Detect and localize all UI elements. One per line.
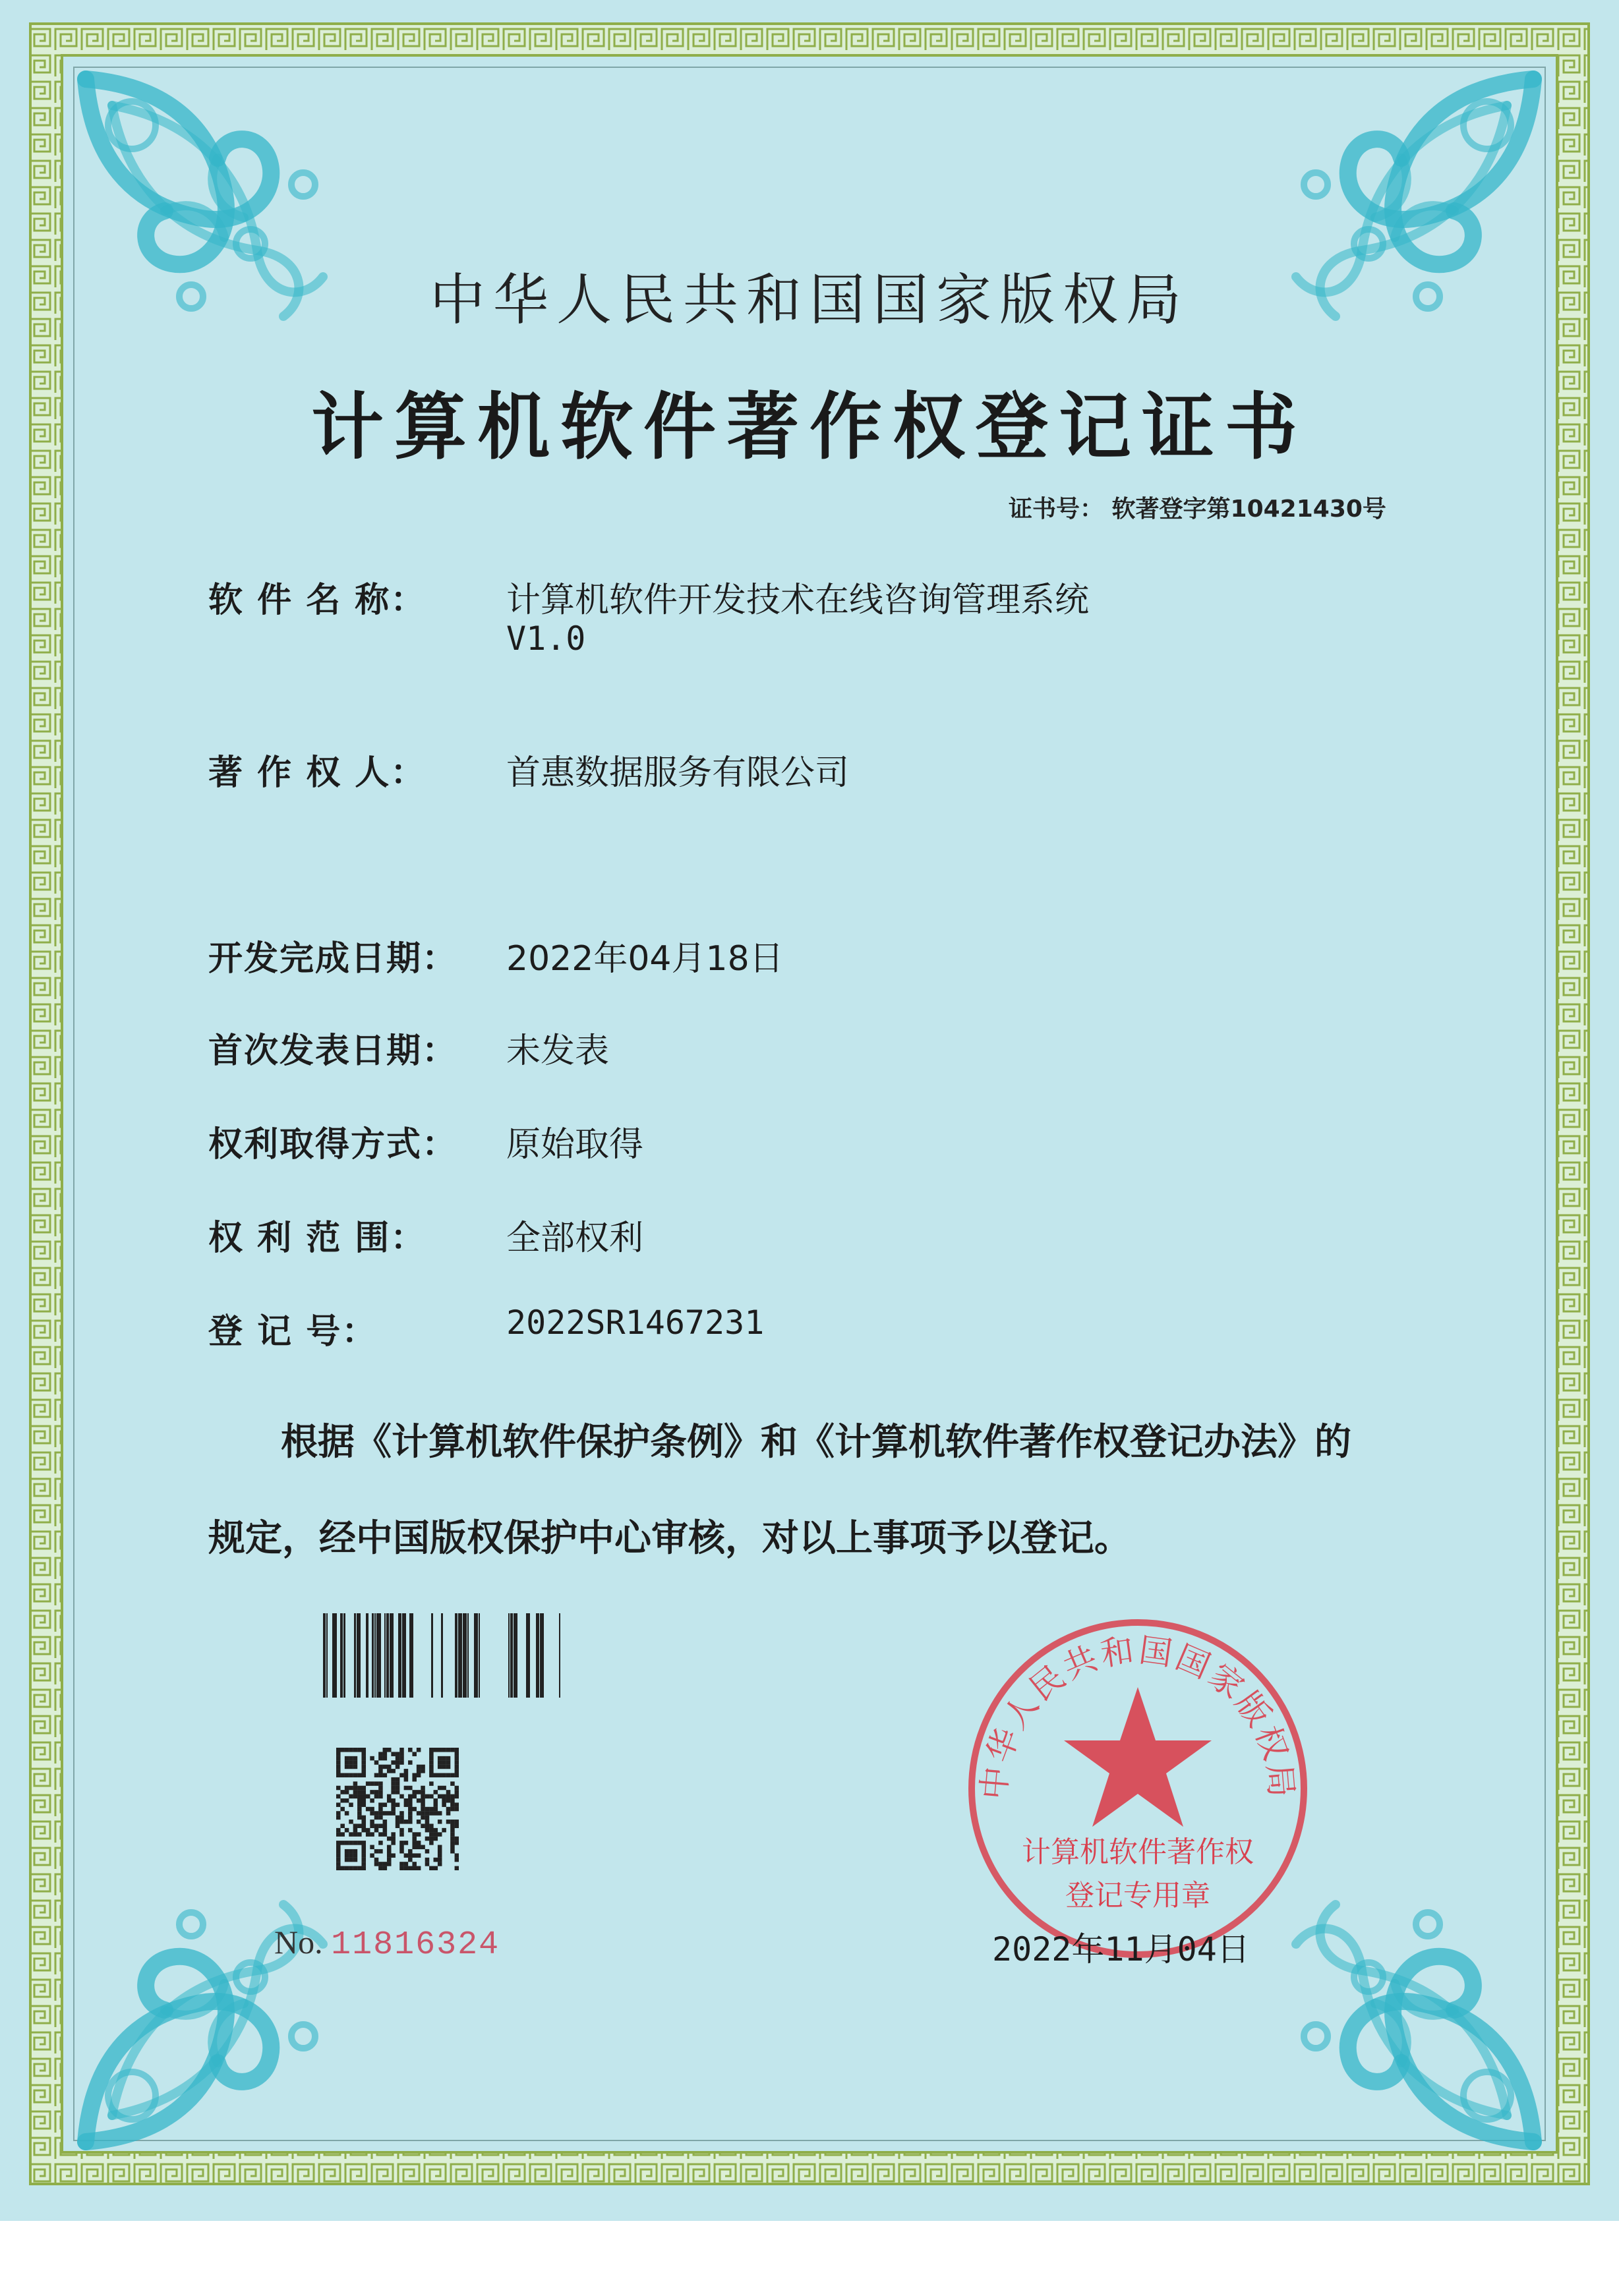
statement-line-2: 规定，经中国版权保护中心审核，对以上事项予以登记。 bbox=[208, 1517, 1131, 1560]
statement-line-1: 根据《计算机软件保护条例》和《计算机软件著作权登记办法》的 bbox=[281, 1421, 1351, 1464]
issuer-name: 中华人民共和国国家版权局 bbox=[429, 268, 1189, 332]
barcode bbox=[323, 1613, 560, 1698]
label-registration-number: 登 记 号： bbox=[208, 1312, 378, 1352]
value-rights-scope: 全部权利 bbox=[506, 1219, 644, 1258]
seal-line-2: 登记专用章 bbox=[1065, 1879, 1210, 1912]
label-completion-date: 开发完成日期： bbox=[208, 939, 458, 979]
value-completion-date: 2022年04月18日 bbox=[506, 939, 784, 979]
serial-prefix: No. bbox=[274, 1924, 323, 1961]
seal-line-1: 计算机软件著作权 bbox=[1022, 1835, 1254, 1869]
value-first-publication-date: 未发表 bbox=[506, 1031, 610, 1071]
qr-code bbox=[336, 1748, 459, 1870]
value-registration-number: 2022SR1467231 bbox=[506, 1304, 765, 1342]
value-software-name: 计算机软件开发技术在线咨询管理系统 bbox=[506, 581, 1090, 620]
serial-number bbox=[274, 1923, 500, 1964]
value-software-version: V1.0 bbox=[506, 619, 586, 658]
seal-star-icon bbox=[1064, 1687, 1212, 1827]
issue-date: 2022年11月04日 bbox=[992, 1930, 1250, 1968]
serial-value: 11816324 bbox=[331, 1926, 500, 1964]
value-acquisition-method: 原始取得 bbox=[506, 1125, 644, 1164]
official-seal bbox=[962, 1613, 1313, 1964]
label-acquisition-method: 权利取得方式： bbox=[208, 1125, 458, 1164]
seal-arc-text: 中华人民共和国国家版权局 bbox=[974, 1630, 1301, 1802]
value-copyright-owner: 首惠数据服务有限公司 bbox=[506, 753, 850, 793]
label-first-publication-date: 首次发表日期： bbox=[208, 1031, 458, 1071]
label-copyright-owner: 著 作 权 人： bbox=[208, 753, 427, 793]
label-rights-scope: 权 利 范 围： bbox=[208, 1219, 427, 1258]
certificate-title: 计算机软件著作权登记证书 bbox=[311, 385, 1308, 469]
certificate-number: 证书号： 软著登字第10421430号 bbox=[1009, 496, 1386, 523]
corner-ornament-bottom-right bbox=[1296, 1905, 1533, 2142]
label-software-name: 软 件 名 称： bbox=[208, 581, 427, 620]
